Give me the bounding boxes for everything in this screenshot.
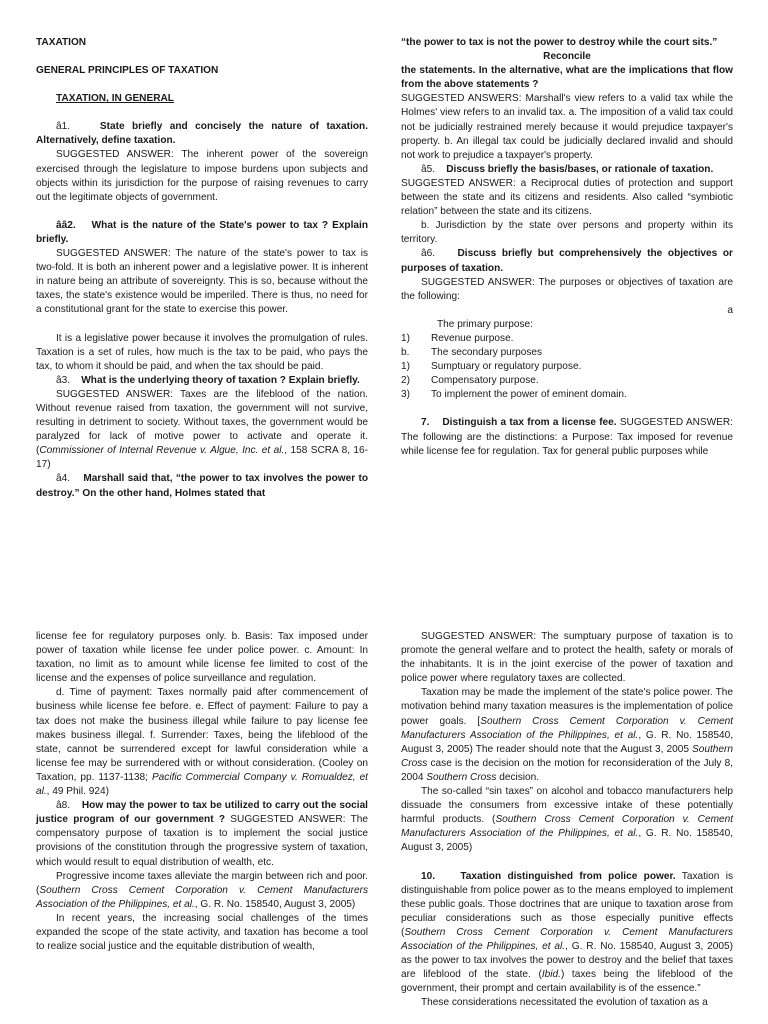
social-challenges-paragraph: In recent years, the increasing social challenges of the times expanded the scope of the state activity, and taxation has become a tool to realize social justice and the equitable distribution of wealth, (36, 912, 368, 953)
question-5: â5. Discuss briefly the basis/bases, or rationale of taxation. (421, 163, 714, 175)
answer-2b: It is a legislative power because it involves the promulgation of rules. Taxation is a set of rules, how much is the tax to be paid, who pays the tax, to whom it should be paid, and when the tax should be paid. (36, 332, 368, 372)
column-3 (36, 630, 368, 954)
license-fee-distinctions: license fee for regulatory purposes only. b. Basis: Tax imposed under power of taxation while license fee under police power. c. Amount: In taxation, no limit as to amount while license fee limited to cost of the license and the expenses of police surveillance and regulation. (36, 631, 368, 685)
list-item: 1) Revenue purpose. (401, 332, 514, 344)
doc-title: TAXATION (36, 37, 87, 48)
column-4 (401, 630, 733, 1010)
reconcile-prompt: Reconcile the statements. In the alternative, what are the implications that flow from the above statements ? (401, 51, 733, 91)
police-power-paragraph: Taxation may be made the implement of the state's police power. The motivation behind many taxation measures is the implementation of police power goals. [Southern Cross Cement Corporation v. Cement Manufacturers Association of the Philippines, et al., G. R. No. 158540, August 3, 2005) The reader should note that the August 3, 2005 Southern Cross case is the decision on the motion for reconsideration of the July 8, 2004 Southern Cross decision. (401, 687, 734, 783)
list-item: 1) Sumptuary or regulatory purpose. (401, 361, 582, 373)
list-item: 3) To implement the power of eminent domain. (401, 389, 627, 401)
column-1 (36, 36, 368, 501)
sumptuary-answer: SUGGESTED ANSWER: The sumptuary purpose of taxation is to promote the general welfare and to protect the health, safety or morals of the inhabitants. It is in the joint exercise of the power of taxation and police power where regulatory taxes are collected. (401, 631, 733, 685)
list-item: 2) Compensatory purpose. (401, 375, 539, 387)
question-10: 10. Taxation distinguished from police power. Taxation is distinguishable from police power as to the means employed to implement these public goals. Those doctrines that are unique to taxation arose from peculiar considerations such as those especially punitive effects (Southern Cross Cement Corporation v. Cement Manufacturers Association of the Philippines, et al., G. R. No. 158540, August 3, 2005) as the power to tax involves the power to destroy and the belief that taxes are lifeblood of the state. (Ibid.) taxes being the lifeblood of the government, their prompt and certain availability is of the essence.” (401, 870, 733, 995)
doc-subtitle: GENERAL PRINCIPLES OF TAXATION (36, 65, 219, 77)
answer-4: SUGGESTED ANSWERS: Marshall's view refers to a valid tax while the Holmes' view refers to an invalid tax. a. The imposition of a valid tax could not be judicially restrained merely because it would prejudice taxpayer's property. b. An illegal tax could be judicially declared invalid and should not work to prejudice a taxpayer's property. (401, 93, 734, 161)
question-8: â8. How may the power to tax be utilized to carry out the social justice program of our government ? SUGGESTED ANSWER: The compensatory purpose of taxation is to implement the social justice provisions of the constitution through the progressive system of taxation, which would result to equal distribution of wealth, etc. (36, 800, 368, 868)
marshall-holmes-quote: “the power to tax is not the power to destroy while the court sits.” (401, 37, 718, 48)
answer-2a: SUGGESTED ANSWER: The nature of the state's power to tax is two-fold. It is both an inherent power and a legislative power. It is inherent in nature being an attribute of sovereignty. This is so, because without the taxes, the state's existence would be imperiled. There is thus, no need for a constitutional grant for the state to exercise this power. (36, 248, 368, 316)
question-7: 7. Distinguish a tax from a license fee. SUGGESTED ANSWER: The following are the distinctions: a Purpose: Tax imposed for revenue while license fee for regulation. Tax for general public purposes while (401, 417, 733, 457)
primary-purpose-label: The primary purpose: (437, 318, 533, 330)
purposes-list (401, 332, 733, 402)
question-3: â3. What is the underlying theory of taxation ? Explain briefly. (56, 374, 360, 386)
question-1: â1. State briefly and concisely the nature of taxation. Alternatively, define taxation. (36, 121, 369, 147)
license-fee-distinctions-cont: d. Time of payment: Taxes normally paid after commencement of business while license fee before. e. Effect of payment: Failure to pay a tax does not make the business illegal while failure to pay license fee makes business illegal. f. Surrender: Taxes, being the lifeblood of the state, cannot be surrendered except for lawful consideration while a license fee may be surrendered with or without consideration. (Cooley on Taxation, pp. 1137-1138; Pacific Commercial Company v. Romualdez, et al., 49 Phil. 924) (36, 687, 368, 798)
column-2 (401, 36, 733, 459)
question-6: â6. Discuss briefly but comprehensively the objectives or purposes of taxation. (401, 248, 733, 274)
considerations-paragraph: These considerations necessitated the evolution of taxation as a (421, 997, 708, 1009)
question-4: â4. Marshall said that, “the power to tax involves the power to destroy.” On the other hand, Holmes stated that (36, 473, 368, 499)
answer-5: SUGGESTED ANSWER: a Reciprocal duties of protection and support between the state and its citizens and residents. Also called “symbiotic relation” between the state and its citizens. (401, 177, 733, 218)
answer-1: SUGGESTED ANSWER: The inherent power of the sovereign exercised through the legislature to impose burdens upon subjects and objects within its jurisdiction for the purpose of raising revenues to carry out the legitimate objects of government. (36, 149, 368, 203)
answer-5b: b. Jurisdiction by the state over persons and property within its territory. (401, 220, 733, 246)
answer-6: SUGGESTED ANSWER: The purposes or objectives of taxation are the following: (401, 276, 733, 302)
list-item: b. The secondary purposes (401, 347, 543, 359)
answer-3: SUGGESTED ANSWER: Taxes are the lifeblood of the nation. Without revenue raised from taxation, the government will not survive, resulting in detriment to society. Without taxes, the government would be paralyzed for lack of motive power to activate and operate it. (Commissioner of Internal Revenue v. Algue, Inc. et al., 158 SCRA 8, 16-17) (36, 388, 369, 471)
answer-6-letter: a (727, 304, 733, 316)
sin-taxes-paragraph: The so-called “sin taxes” on alcohol and tobacco manufacturers help dissuade the consumers from excessive intake of these potentially harmful products. (Southern Cross Cement Corporation v. Cement Manufacturers Association of the Philippines, et al., G. R. No. 158540, August 3, 2005) (401, 786, 734, 854)
progressive-taxes-paragraph: Progressive income taxes alleviate the margin between rich and poor. (Southern Cross Cement Corporation v. Cement Manufacturers Association of the Philippines, et al., G. R. No. 158540, August 3, 2005) (36, 870, 368, 910)
question-2: ââ2. What is the nature of the State's power to tax ? Explain briefly. (36, 219, 368, 245)
section-heading: TAXATION, IN GENERAL (56, 93, 174, 105)
